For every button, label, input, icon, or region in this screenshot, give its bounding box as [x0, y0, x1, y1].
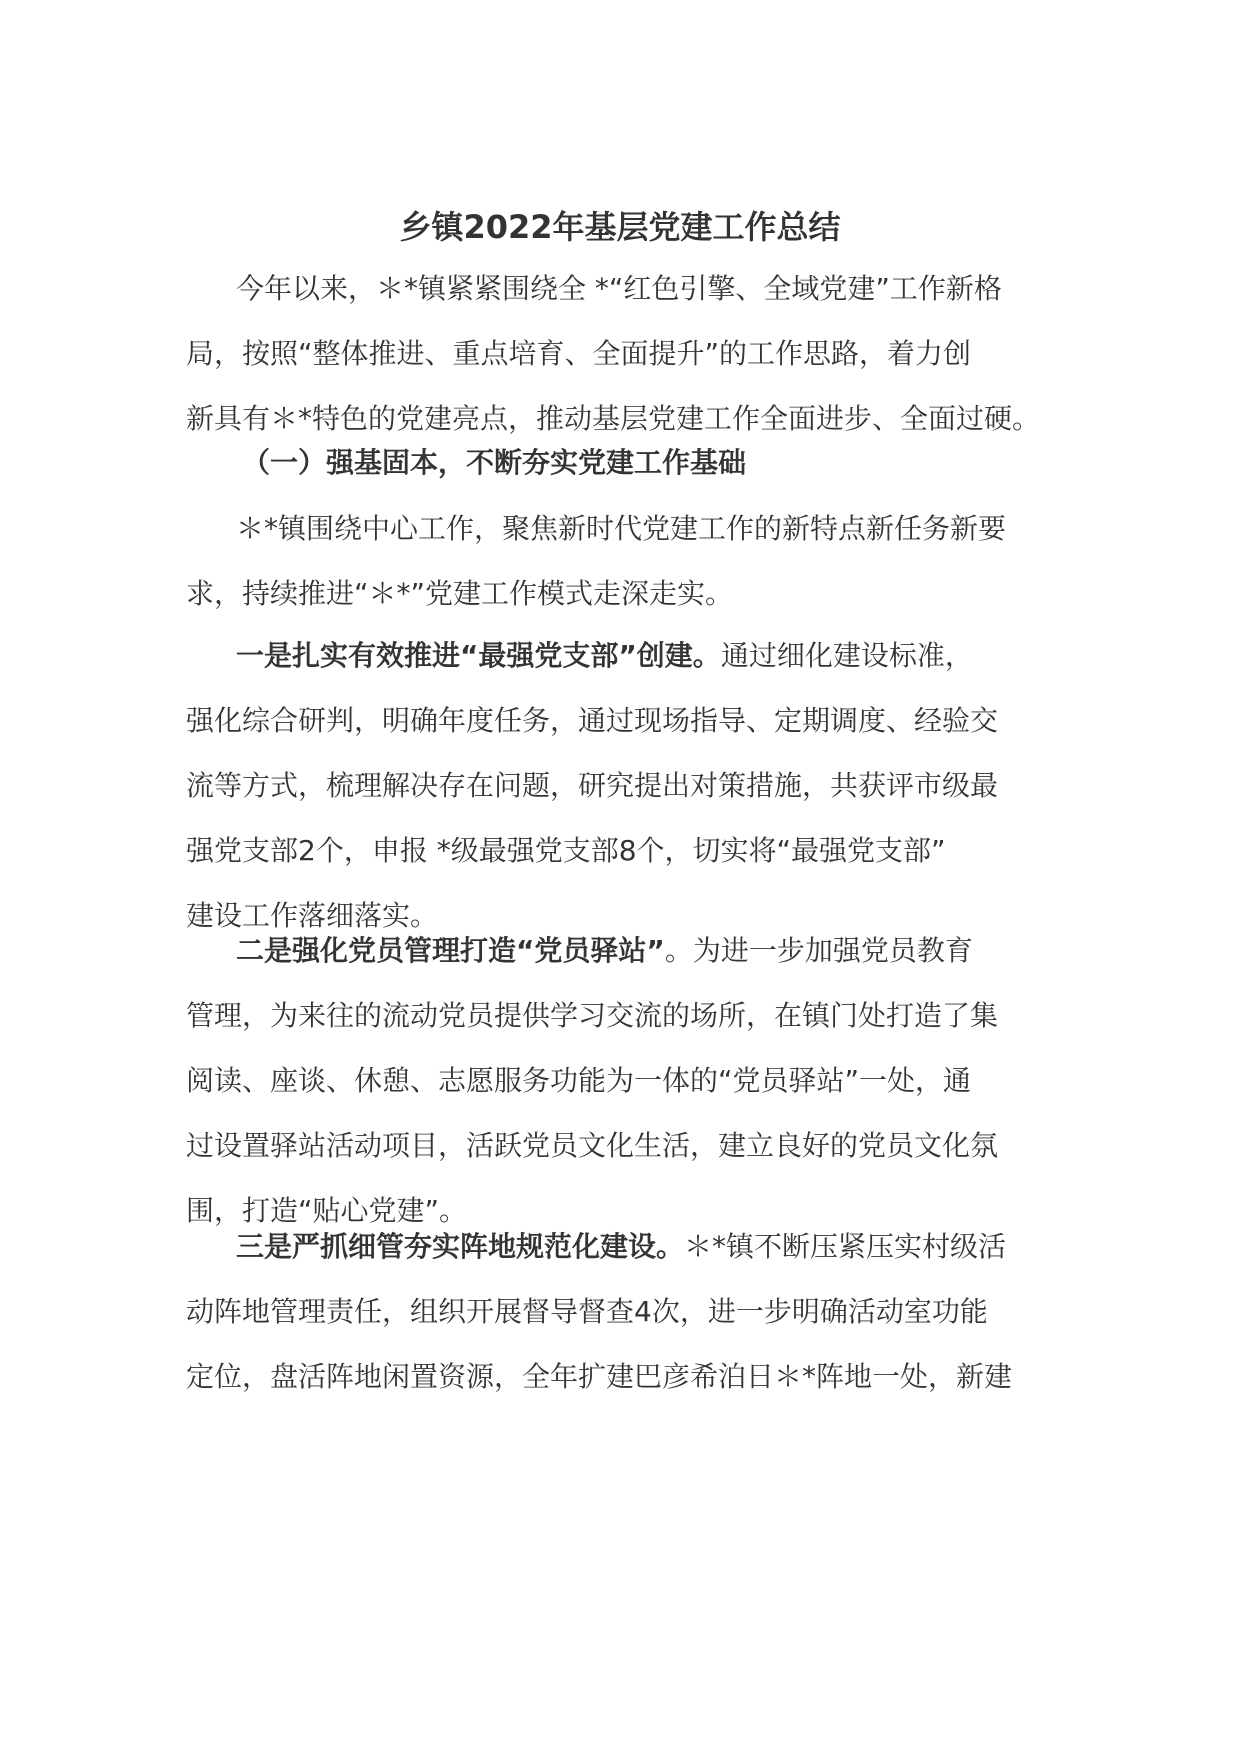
paragraph-line: 强化综合研判，明确年度任务，通过现场指导、定期调度、经验交	[186, 704, 999, 737]
paragraph-line: 阅读、座谈、休憩、志愿服务功能为一体的“党员驿站”一处，通	[186, 1064, 972, 1097]
point2-paragraph	[186, 918, 1066, 1243]
paragraph-line: 定位，盘活阵地闲置资源，全年扩建巴彦希泊日＊*阵地一处，新建	[186, 1360, 1013, 1393]
paragraph-line: 流等方式，梳理解决存在问题，研究提出对策措施，共获评市级最	[186, 769, 999, 802]
point-text: 。为进一步加强党员教育	[664, 934, 973, 967]
paragraph-line: 建设工作落细落实。	[186, 899, 439, 932]
point-lead: 二是强化党员管理打造“党员驿站”	[236, 934, 665, 967]
document-title: 乡镇2022年基层党建工作总结	[399, 208, 841, 246]
paragraph-line	[186, 918, 1066, 983]
paragraph-line: ＊*镇围绕中心工作，聚焦新时代党建工作的新特点新任务新要	[236, 512, 1007, 545]
paragraph-line: 强党支部2个，申报 *级最强党支部8个，切实将“最强党支部”	[186, 834, 946, 867]
paragraph-line: 今年以来，＊*镇紧紧围绕全 *“红色引擎、全域党建”工作新格	[236, 272, 1002, 305]
paragraph-line: 过设置驿站活动项目，活跃党员文化生活，建立良好的党员文化氛	[186, 1129, 999, 1162]
section-heading-block	[186, 430, 1066, 495]
section1-paragraph	[186, 496, 1066, 626]
section-heading: （一）强基固本，不断夯实党建工作基础	[242, 446, 747, 479]
point-text: ＊*镇不断压紧压实村级活	[684, 1230, 1007, 1263]
paragraph-line	[186, 1214, 1066, 1279]
paragraph-line: 管理，为来往的流动党员提供学习交流的场所，在镇门处打造了集	[186, 999, 999, 1032]
paragraph-line	[186, 623, 1066, 688]
paragraph-line: 局，按照“整体推进、重点培育、全面提升”的工作思路，着力创	[186, 337, 972, 370]
point-text: 通过细化建设标准，	[720, 639, 973, 672]
point-lead: 三是严抓细管夯实阵地规范化建设。	[236, 1230, 685, 1263]
point1-paragraph	[186, 623, 1066, 948]
paragraph-line: 动阵地管理责任，组织开展督导督查4次，进一步明确活动室功能	[186, 1295, 988, 1328]
point-lead: 一是扎实有效推进“最强党支部”创建。	[236, 639, 721, 672]
intro-paragraph	[186, 256, 1066, 451]
point3-paragraph	[186, 1214, 1066, 1409]
paragraph-line: 新具有＊*特色的党建亮点，推动基层党建工作全面进步、全面过硬。	[186, 402, 1041, 435]
paragraph-line: 求，持续推进“＊*”党建工作模式走深走实。	[186, 577, 734, 610]
paragraph-line: 围，打造“贴心党建”。	[186, 1194, 468, 1227]
